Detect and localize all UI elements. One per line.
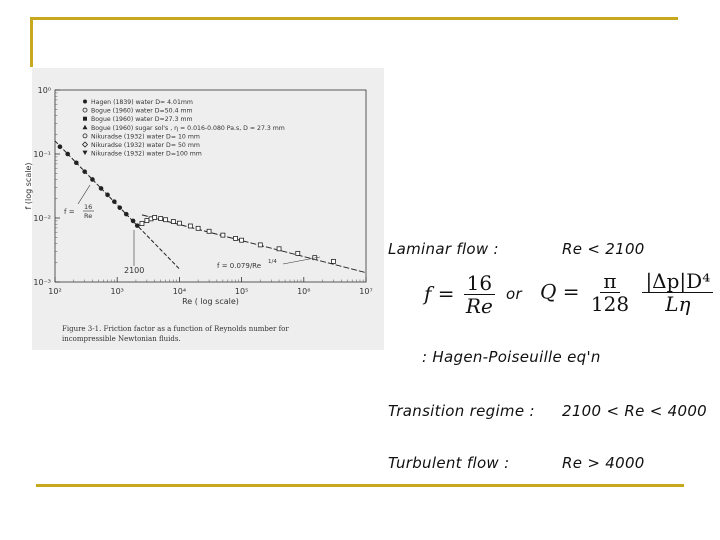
data-point [82,169,87,174]
eq2-fraction-2 [642,270,713,316]
x-axis-label: Re ( log scale) [182,297,239,306]
data-point [124,212,129,217]
y-tick-label: 10⁻³ [33,278,51,287]
hagen-poiseuille-equation [540,270,715,316]
eq2-numerator-2: |Δp|D⁴ [642,270,713,293]
turbulent-condition: Re > 4000 [562,454,645,472]
data-point [164,218,168,222]
x-tick-label: 10² [48,287,62,296]
legend-entry: Bogue (1960) sugar sol's , η = 0.016-0.080 Pa.s, D = 27.3 mm [91,124,285,132]
data-point [177,221,181,225]
or-word: or [506,285,522,303]
y-tick-label: 10⁻² [33,214,51,223]
eq2-equals: = [562,279,580,304]
transition-condition: 2100 < Re < 4000 [562,402,708,420]
data-point [74,160,79,165]
data-point [331,259,335,263]
eq2-denominator-1: 128 [590,292,630,316]
data-point [240,238,244,242]
data-point [153,215,157,219]
data-point [105,193,110,198]
turbulent-annotation: f = 0.079/Re [217,262,262,270]
eq1-equals: = [437,281,455,306]
data-point [90,177,95,182]
data-point [145,219,149,223]
legend-entry: Nikuradse (1932) water D= 50 mm [91,142,200,149]
eq2-fraction-1 [588,270,632,316]
eq1-denominator: Re [465,294,493,318]
x-tick-label: 10³ [110,287,124,296]
eq1-lhs: f [424,281,432,306]
y-tick-label: 10⁰ [37,86,51,95]
legend-symbol [83,134,87,138]
data-point [58,144,63,149]
legend-entry: Nikuradse (1932) water D=100 mm [91,150,202,158]
transition-annotation: 2100 [124,266,145,275]
legend-symbol [83,142,88,147]
data-point [65,152,70,157]
laminar-line [55,141,179,269]
x-tick-label: 10⁴ [172,287,187,296]
turbulent-annotation-pointer [283,257,320,264]
hagen-poiseuille-label: : Hagen-Poiseuille eq'n [422,348,601,366]
data-point [207,229,211,233]
eq2-lhs: Q [540,279,557,304]
legend-symbol [83,151,88,156]
laminar-annotation-prefix: f = [64,208,75,216]
eq1-numerator: 16 [464,272,495,295]
data-point [188,224,192,228]
data-point [99,186,104,191]
data-point [234,236,238,240]
eq2-denominator-2: Lη [665,292,691,316]
eq2-numerator-1: π [600,270,619,293]
legend-symbol [83,117,87,121]
laminar-annotation-den: Re [84,212,93,220]
data-point [159,217,163,221]
y-axis-label: f (log scale) [24,162,33,210]
legend-symbol [83,125,88,130]
x-tick-label: 10⁷ [359,287,373,296]
laminar-annotation-num: 16 [84,203,93,211]
data-point [117,205,122,210]
turbulent-annotation-exp: 1/4 [268,259,277,265]
data-point [296,251,300,255]
legend-symbol [83,108,87,112]
x-tick-label: 10⁶ [297,287,311,296]
legend-entry: Hagen (1839) water D= 4.01mm [91,99,193,106]
data-point [140,222,144,226]
figure-caption-line-1: Figure 3-1. Friction factor as a function of Reynolds number for [62,325,289,333]
data-point [131,219,136,224]
data-point [196,226,200,230]
figure-caption-line-2: incompressible Newtonian fluids. [62,335,181,343]
eq1-fraction [463,272,496,318]
turbulent-heading: Turbulent flow : [388,454,510,472]
laminar-heading: Laminar flow : [388,240,499,258]
data-point [258,243,262,247]
legend-entry: Nikuradse (1932) water D= 10 mm [91,133,200,141]
y-tick-label: 10⁻¹ [33,150,51,159]
data-point [171,220,175,224]
transition-heading: Transition regime : [388,402,535,420]
laminar-annotation-pointer [78,185,90,204]
legend-entry: Bogue (1960) water D=27.3 mm [91,116,193,124]
data-point [277,247,281,251]
data-point [112,199,117,204]
laminar-friction-equation [424,272,498,318]
legend-symbol [83,100,87,104]
legend-entry: Bogue (1960) water D=50.4 mm [91,107,193,115]
data-point [135,223,140,228]
data-point [221,233,225,237]
laminar-condition: Re < 2100 [562,240,645,258]
x-tick-label: 10⁵ [234,287,249,296]
